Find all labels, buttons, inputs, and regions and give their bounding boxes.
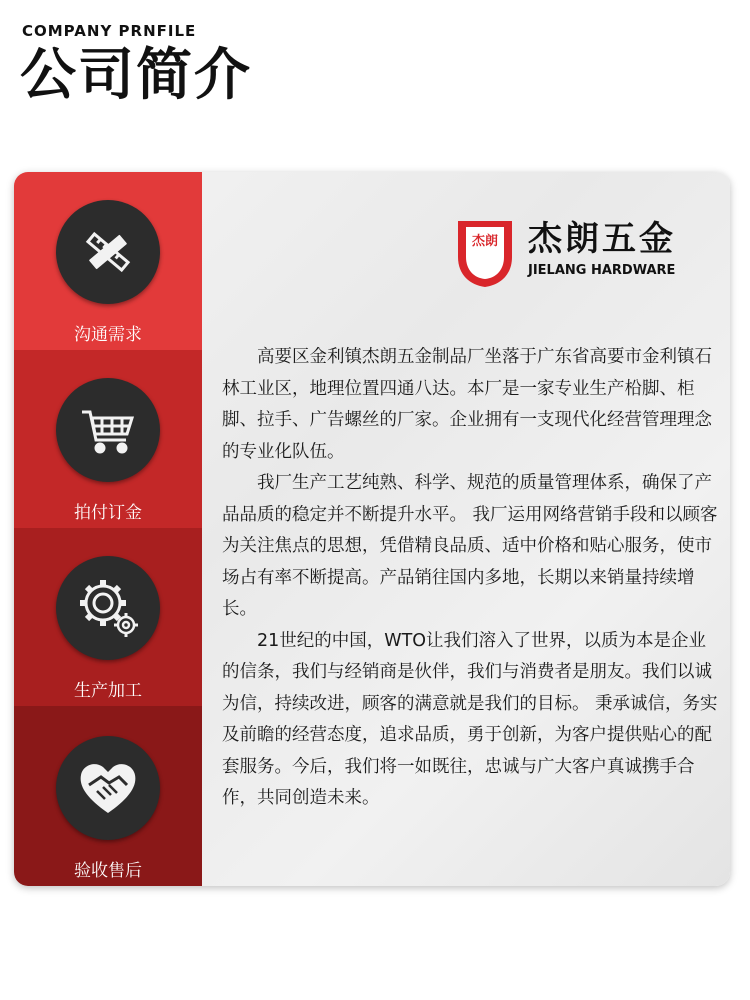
step-label: 验收售后 — [74, 861, 142, 881]
intro-paragraph: 高要区金利镇杰朗五金制品厂坐落于广东省高要市金利镇石林工业区，地理位置四通八达。本厂是一家专业生产柗脚、柜脚、拉手、广告螺丝的厂家。企业拥有一支现代化经营管理理念的专业化队伍。 — [222, 347, 712, 462]
step-label: 沟通需求 — [74, 325, 142, 345]
logo-mark-icon — [454, 217, 516, 289]
company-intro — [222, 342, 722, 815]
handshake-heart-icon — [56, 736, 160, 840]
step-communicate — [14, 172, 202, 350]
intro-paragraph: 我厂生产工艺纯熟、科学、规范的质量管理体系，确保了产品品质的稳定并不断提升水平。 我厂运用网络营销手段和以顾客为关注焦点的思想，凭借精良品质、适中价格和贴心服务，使市场占有率不断提高。产品销往国内多地，长期以来销量持续增长。 — [222, 473, 718, 619]
company-profile-card — [14, 172, 730, 886]
logo-name-cn: 杰朗五金 — [528, 219, 676, 259]
shopping-cart-icon — [56, 378, 160, 482]
logo-name-en: JIELANG HARDWARE — [528, 263, 676, 278]
pencil-ruler-icon — [56, 200, 160, 304]
gears-icon — [56, 556, 160, 660]
step-label: 拍付订金 — [74, 503, 142, 523]
header-en-title: COMPANY PRNFILE — [22, 22, 197, 40]
process-sidebar — [14, 172, 202, 886]
page-title: 公司简介 — [20, 43, 252, 108]
step-production — [14, 528, 202, 706]
step-after-sales — [14, 706, 202, 886]
company-logo — [454, 217, 704, 289]
intro-paragraph: 21世纪的中国，WTO让我们溶入了世界，以质为本是企业的信条，我们与经销商是伙伴，我们与消费者是朋友。我们以诚为信，持续改进，顾客的满意就是我们的目标。 秉承诚信，务实及前瞻的经营态度，追求品质，勇于创新，为客户提供贴心的配套服务。今后，我们将一如既往，忠诚与广大客户真诚携手合作，共同创造未来。 — [222, 630, 718, 808]
step-deposit — [14, 350, 202, 528]
logo-mark-text: 杰朗 — [471, 234, 498, 249]
step-label: 生产加工 — [74, 681, 142, 701]
